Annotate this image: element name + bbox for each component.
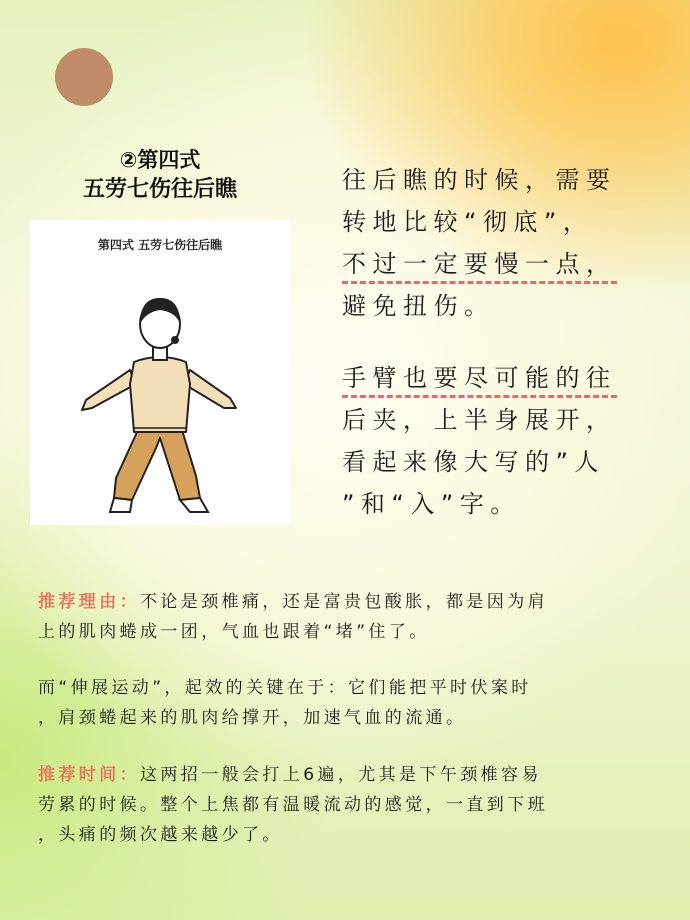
reason-paragraph [38, 587, 658, 647]
instruction-line-wrapper [342, 358, 642, 400]
reason-label: 推荐理由： [38, 592, 140, 612]
illustration-title: 第四式 五劳七伤往后瞧 [97, 238, 223, 252]
time-line [38, 760, 658, 790]
section-heading [50, 146, 270, 206]
reason-line: 上的肌肉蜷成一团，气血也跟着“堵”住了。 [38, 622, 430, 642]
extension-line: 而“伸展运动”，起效的关键在于：它们能把平时伏案时 [38, 678, 532, 698]
instruction-text [342, 160, 642, 526]
time-text: 这两招一般会打上6遍，尤其是下午颈椎容易 [140, 765, 542, 785]
underlined-instruction: 不过一定要慢一点， [342, 247, 617, 284]
stretching-figure-illustration [30, 280, 290, 525]
reason-text: 不论是颈椎痛，还是富贵包酸胀，都是因为肩 [140, 592, 548, 612]
instruction-line: 后夹，上半身展开， [342, 406, 617, 434]
time-paragraph [38, 760, 658, 850]
time-line: 劳累的时候。整个上焦都有温暖流动的感觉，一直到下班 [38, 795, 548, 815]
extension-paragraph [38, 673, 658, 733]
instruction-line: 避免扭伤。 [342, 292, 495, 320]
instruction-line: ”和“入”字。 [342, 490, 521, 518]
extension-line: ，肩颈蜷起来的肌肉给撑开，加速气血的流通。 [38, 708, 467, 728]
time-line: ，头痛的频次越来越少了。 [38, 825, 283, 845]
instruction-line: 转地比较“彻底”， [342, 208, 594, 236]
section-title: 五劳七伤往后瞧 [82, 177, 237, 202]
time-label: 推荐时间： [38, 765, 140, 785]
decorative-dot [55, 48, 113, 106]
illustration-card [30, 220, 290, 525]
instruction-line-wrapper [342, 244, 642, 286]
instruction-line: 看起来像大写的”人 [342, 448, 605, 476]
underlined-instruction: 手臂也要尽可能的往 [342, 361, 617, 398]
reason-line [38, 587, 658, 617]
section-number: ②第四式 [119, 148, 201, 172]
instruction-line: 往后瞧的时候，需要 [342, 166, 617, 194]
